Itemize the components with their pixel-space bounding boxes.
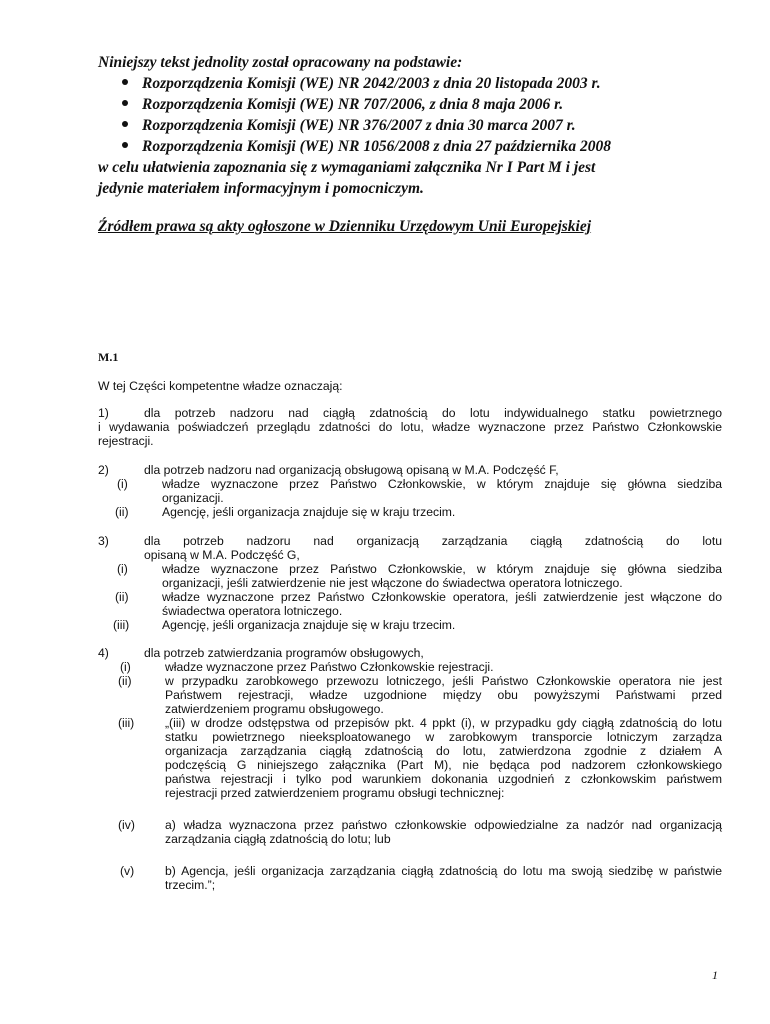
bullet-icon	[122, 79, 128, 85]
paragraph-3-ii-line-1: władze wyznaczone przez Państwo Członkowskie operatora, jeśli zatwierdzenie jest włączone do	[162, 590, 722, 604]
item-number: (i)	[120, 660, 131, 674]
list-item	[122, 136, 611, 157]
paragraph-4-iii-line-5: państwa rejestracji i tylko pod warunkiem dokonania uzgodnień z członkowskim państwem	[165, 772, 722, 786]
paragraph-3-iii-text: Agencję, jeśli organizacja znajduje się w kraju trzecim.	[162, 618, 456, 632]
paragraph-3-i-line-1: władze wyznaczone przez Państwo Członkowskie, w którym znajduje się główna siedziba	[162, 562, 722, 576]
purpose-line-1: w celu ułatwienia zapoznania się z wymaganiami załącznika Nr I Part M i jest	[98, 159, 596, 176]
regulation-ref: Rozporządzenia Komisji (WE) NR 1056/2008 z dnia 27 października 2008	[142, 138, 611, 155]
header-intro: Niniejszy tekst jednolity został opracowany na podstawie:	[98, 54, 463, 71]
paragraph-3-ii-line-2: świadectwa operatora lotniczego.	[162, 604, 343, 618]
paragraph-4-i-text: władze wyznaczone przez Państwo Członkowskie rejestracji.	[165, 660, 494, 674]
section-intro: W tej Części kompetentne władze oznaczają:	[98, 379, 343, 393]
paragraph-4-ii-line-3: zatwierdzeniem programu obsługowego.	[165, 702, 384, 716]
item-number: (ii)	[115, 590, 129, 604]
paragraph-number: 4)	[98, 646, 109, 660]
item-number: (iii)	[113, 618, 130, 632]
item-number: (iv)	[118, 818, 135, 832]
list-item	[122, 115, 576, 136]
paragraph-4-iii-line-2: statku powietrznego nieeksploatowanego w zarobkowym transporcie lotniczym zarządza	[165, 730, 722, 744]
paragraph-4-iii-line-3: organizacja zarządzania ciągłą zdatnością do lotu, zatwierdzona zgodnie z działem A	[165, 744, 722, 758]
paragraph-number: 1)	[98, 406, 109, 420]
item-number: (iii)	[118, 716, 135, 730]
item-number: (ii)	[115, 505, 129, 519]
paragraph-3-i-line-2: organizacji, jeśli zatwierdzenie nie jest włączone do świadectwa operatora lotniczego.	[162, 576, 623, 590]
paragraph-3-line-2: opisaną w M.A. Podczęść G,	[144, 548, 300, 562]
item-number: (i)	[117, 562, 128, 576]
paragraph-2-i-line-1: władze wyznaczone przez Państwo Członkowskie, w którym znajduje się główna siedziba	[162, 477, 722, 491]
list-item	[122, 94, 563, 115]
paragraph-4-text: dla potrzeb zatwierdzania programów obsługowych,	[144, 646, 424, 660]
paragraph-4-ii-line-2: Państwem rejestracji, władze uzgodnione między obu powyższymi Państwami przed	[165, 688, 722, 702]
regulation-ref: Rozporządzenia Komisji (WE) NR 2042/2003 z dnia 20 listopada 2003 r.	[142, 75, 601, 92]
paragraph-2-i-line-2: organizacji.	[162, 491, 224, 505]
paragraph-1-line-1: dla potrzeb nadzoru nad ciągłą zdatnością do lotu indywidualnego statku powietrznego	[144, 406, 722, 420]
list-item	[122, 73, 601, 94]
paragraph-4-iv-line-2: zarządzania ciągłą zdatnością do lotu; lub	[165, 832, 391, 846]
paragraph-4-ii-line-1: w przypadku zarobkowego przewozu lotniczego, jeśli Państwo Członkowskie operatora nie jest	[165, 674, 722, 688]
regulation-ref: Rozporządzenia Komisji (WE) NR 376/2007 z dnia 30 marca 2007 r.	[142, 117, 576, 134]
item-number: (ii)	[118, 674, 132, 688]
paragraph-number: 2)	[98, 463, 109, 477]
paragraph-4-v-line-2: trzecim.”;	[165, 878, 216, 892]
bullet-icon	[122, 100, 128, 106]
paragraph-4-iii-line-1: „(iii) w drodze odstępstwa od przepisów pkt. 4 ppkt (i), w przypadku gdy ciągłą zdatnością do lotu	[165, 716, 722, 730]
paragraph-4-iii-line-6: rejestracji przed zatwierdzeniem programu obsługi technicznej:	[165, 786, 505, 800]
paragraph-4-iii-line-4: podczęścią G niniejszego załącznika (Part M), nie będąca pod nadzorem członkowskiego	[165, 758, 722, 772]
paragraph-2-text: dla potrzeb nadzoru nad organizacją obsługową opisaną w M.A. Podczęść F,	[144, 463, 559, 477]
purpose-line-2: jedynie materiałem informacyjnym i pomocniczym.	[98, 180, 424, 197]
paragraph-4-v-line-1: b) Agencja, jeśli organizacja zarządzania ciągłą zdatnością do lotu ma swoją siedzibę w państwie	[165, 864, 722, 878]
paragraph-3-line-1: dla potrzeb nadzoru nad organizacją zarządzania ciągłą zdatnością do lotu	[144, 534, 722, 548]
bullet-icon	[122, 121, 128, 127]
section-title: M.1	[98, 350, 119, 364]
paragraph-1-line-2: i wydawania poświadczeń przeglądu zdatności do lotu, władze wyznaczone przez Państwo Członkowskie	[98, 420, 722, 434]
paragraph-number: 3)	[98, 534, 109, 548]
item-number: (v)	[120, 864, 135, 878]
paragraph-2-ii-text: Agencję, jeśli organizacja znajduje się w kraju trzecim.	[162, 505, 456, 519]
page-number: 1	[712, 968, 718, 982]
regulation-ref: Rozporządzenia Komisji (WE) NR 707/2006, z dnia 8 maja 2006 r.	[142, 96, 564, 113]
paragraph-4-iv-line-1: a) władza wyznaczona przez państwo członkowskie odpowiedzialne za nadzór nad organizacją	[165, 818, 722, 832]
legal-source-note: Źródłem prawa są akty ogłoszone w Dzienniku Urzędowym Unii Europejskiej	[98, 218, 592, 235]
bullet-icon	[122, 142, 128, 148]
paragraph-1-line-3: rejestracji.	[98, 434, 154, 448]
item-number: (i)	[117, 477, 128, 491]
